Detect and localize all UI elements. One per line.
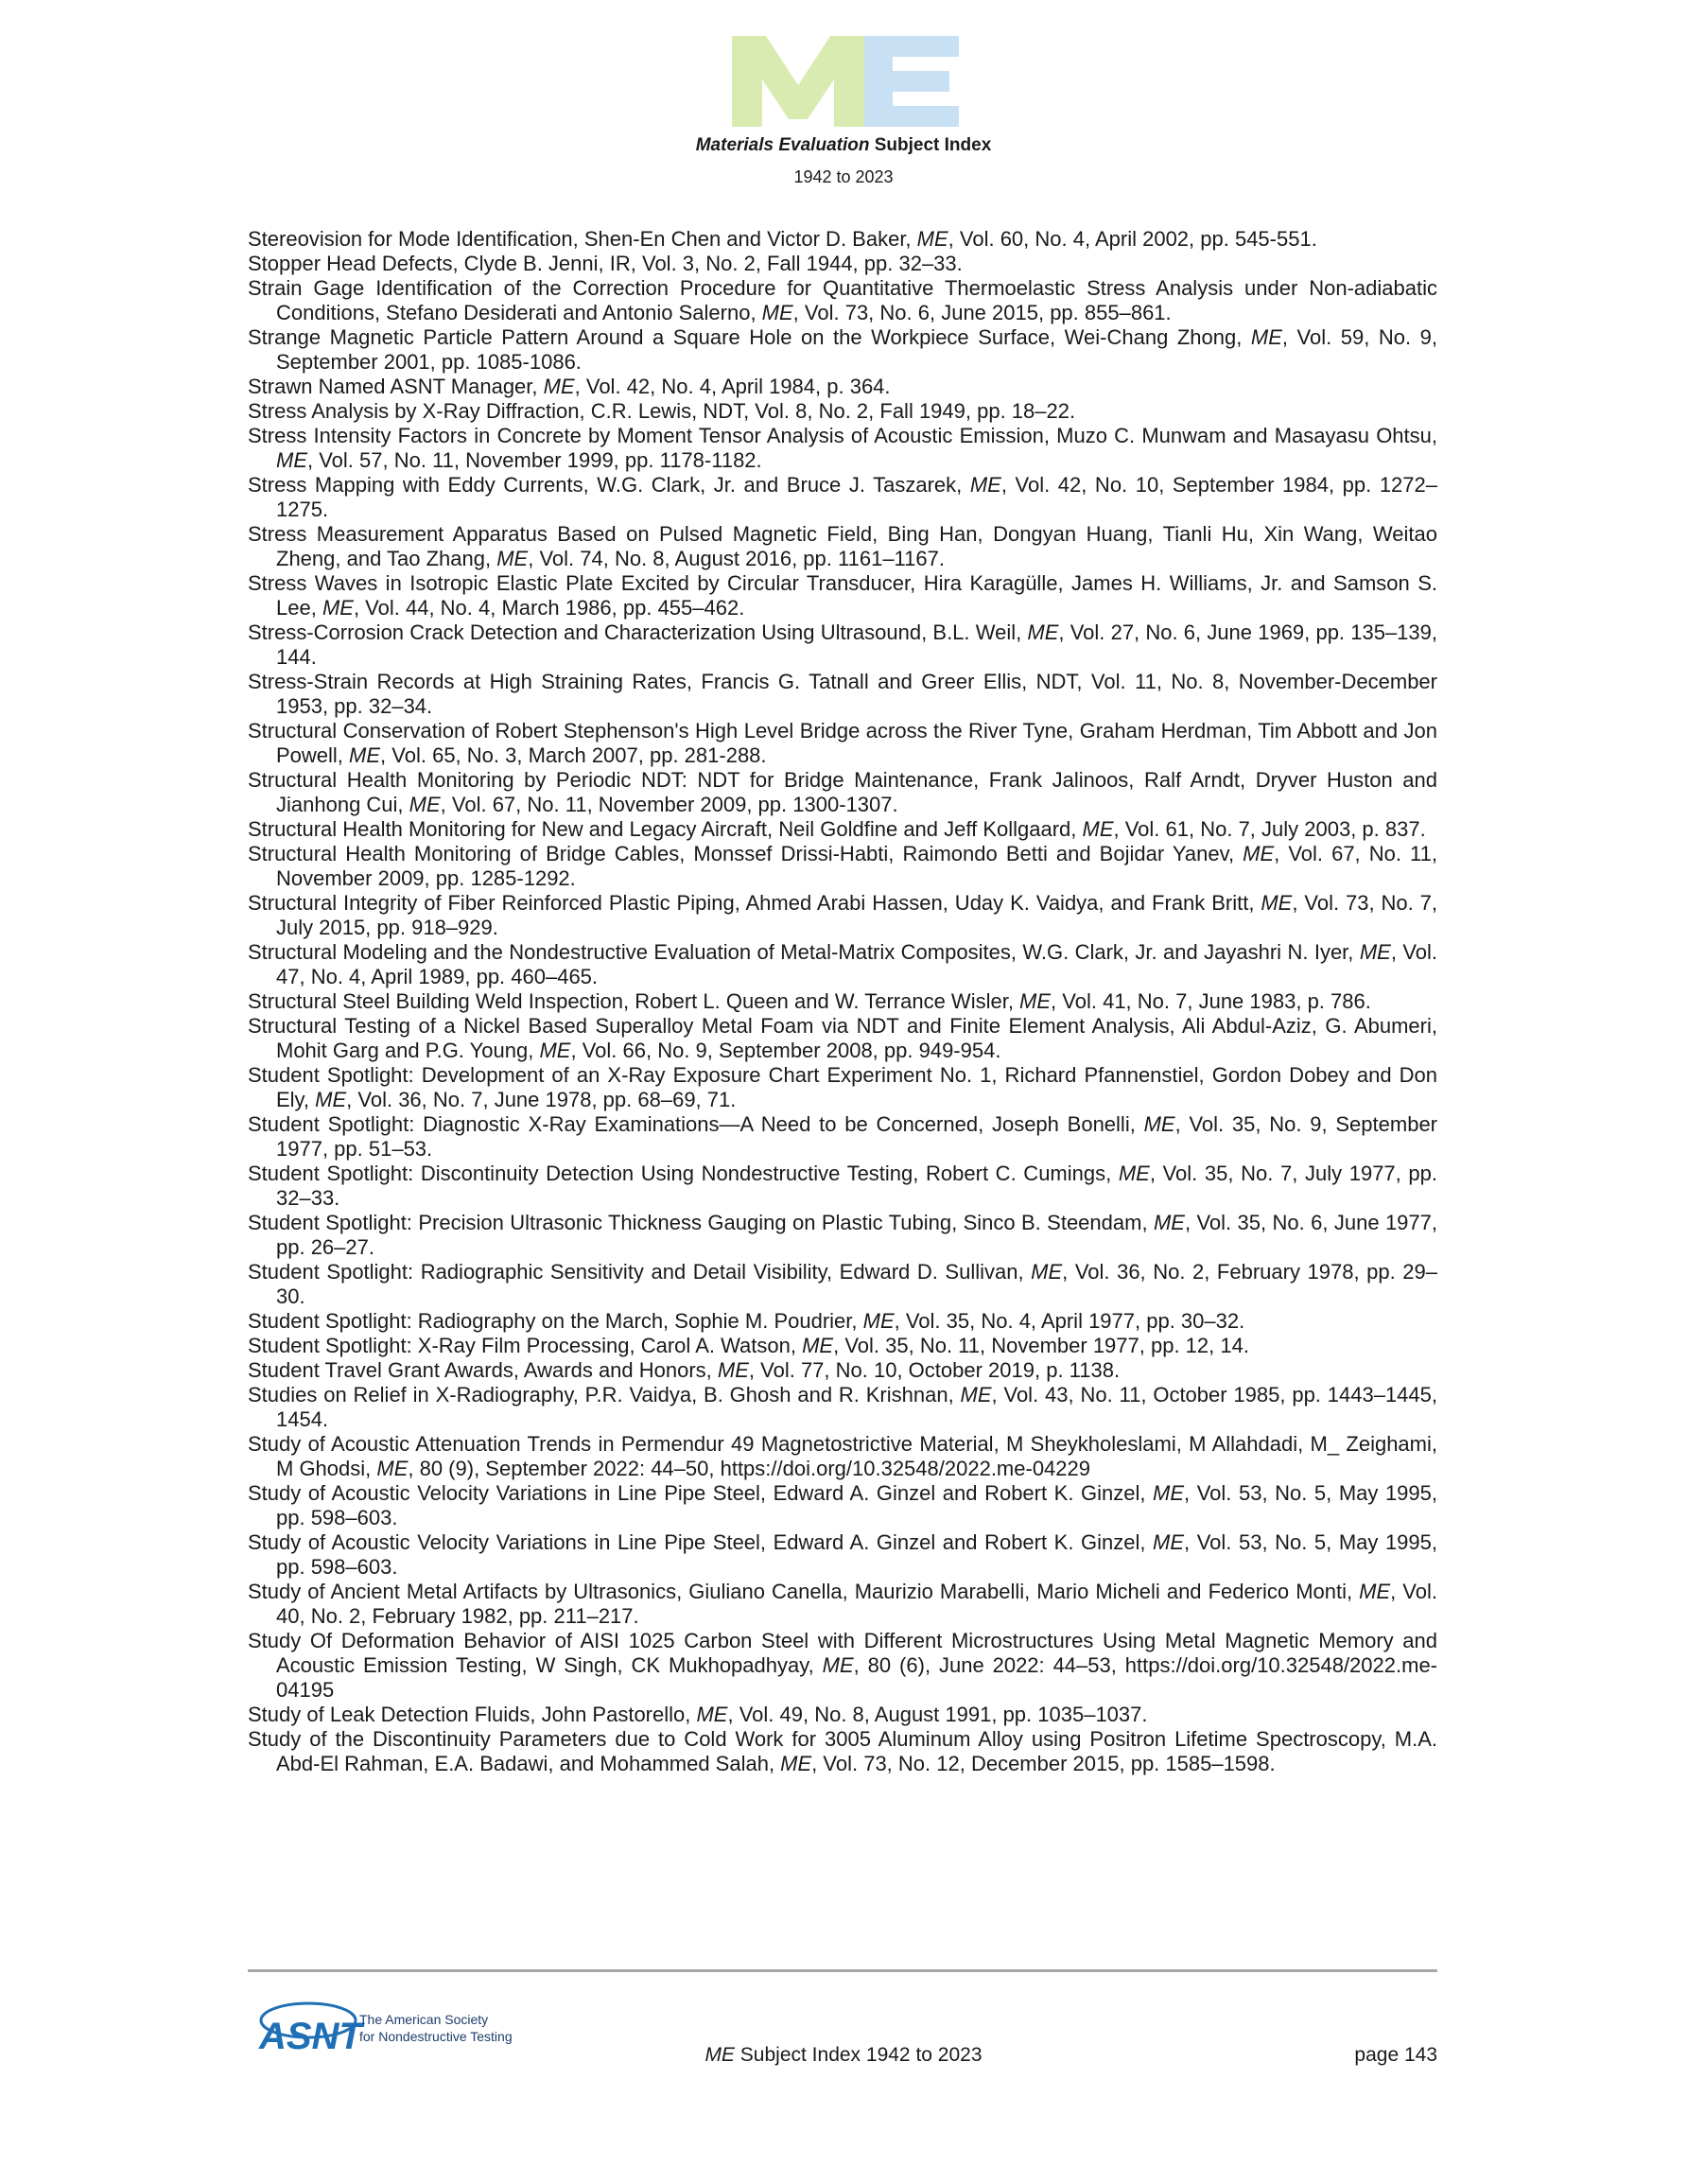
index-entry: Strawn Named ASNT Manager, ME, Vol. 42, No. 4, April 1984, p. 364.: [248, 375, 891, 398]
journal-abbrev: ME: [1027, 620, 1059, 644]
journal-abbrev: ME: [1082, 817, 1114, 841]
index-entry: Study of Acoustic Velocity Variations in Line Pipe Steel, Edward A. Ginzel and Robert K. Ginzel, ME, Vol. 53, No. 5, May 1995, pp. 598–603.: [248, 1530, 1437, 1579]
index-entry: Stress Measurement Apparatus Based on Pulsed Magnetic Field, Bing Han, Dongyan Huang, Tianli Hu, Xin Wang, Weitao Zheng, and Tao Zhang, ME, Vol. 74, No. 8, August 2016, pp. 1161–1167.: [248, 522, 1437, 570]
journal-abbrev: ME: [349, 743, 381, 767]
journal-abbrev: ME: [539, 1039, 571, 1062]
logo-e-shape: [864, 36, 959, 127]
index-entry: Stress-Strain Records at High Straining Rates, Francis G. Tatnall and Greer Ellis, NDT, Vol. 11, No. 8, November-December 1953, pp. 32–34.: [248, 670, 1437, 718]
index-entry: Stress Intensity Factors in Concrete by Moment Tensor Analysis of Acoustic Emission, Muzo C. Munwam and Masayasu Ohtsu, ME, Vol. 57, No. 11, November 1999, pp. 1178-1182.: [248, 424, 1437, 472]
journal-abbrev: ME: [315, 1088, 347, 1111]
index-entry: Structural Testing of a Nickel Based Superalloy Metal Foam via NDT and Finite Element Analysis, Ali Abdul-Aziz, G. Abumeri, Mohit Garg and P.G. Young, ME, Vol. 66, No. 9, September 2008, pp. 949-954.: [248, 1014, 1437, 1062]
index-entry: Student Spotlight: Precision Ultrasonic Thickness Gauging on Plastic Tubing, Sinco B. Steendam, ME, Vol. 35, No. 6, June 1977, pp. 26–27.: [248, 1211, 1437, 1259]
journal-abbrev: ME: [543, 375, 575, 398]
index-entry: Structural Health Monitoring for New and Legacy Aircraft, Neil Goldfine and Jeff Kollgaard, ME, Vol. 61, No. 7, July 2003, p. 837.: [248, 817, 1426, 841]
index-entry: Stress Analysis by X-Ray Diffraction, C.R. Lewis, NDT, Vol. 8, No. 2, Fall 1949, pp. 18–22.: [248, 399, 1076, 423]
journal-abbrev: ME: [1359, 940, 1391, 964]
journal-abbrev: ME: [780, 1752, 812, 1775]
index-entry: Student Spotlight: Discontinuity Detection Using Nondestructive Testing, Robert C. Cumings, ME, Vol. 35, No. 7, July 1977, pp. 32–33.: [248, 1162, 1437, 1210]
journal-abbrev: ME: [1250, 325, 1282, 349]
index-entry: Student Spotlight: Radiography on the March, Sophie M. Poudrier, ME, Vol. 35, No. 4, April 1977, pp. 30–32.: [248, 1309, 1245, 1333]
index-entry: Structural Steel Building Weld Inspection, Robert L. Queen and W. Terrance Wisler, ME, Vol. 41, No. 7, June 1983, p. 786.: [248, 989, 1371, 1013]
index-entry: Studies on Relief in X-Radiography, P.R. Vaidya, B. Ghosh and R. Krishnan, ME, Vol. 43, No. 11, October 1985, pp. 1443–1445, 1454.: [248, 1383, 1437, 1431]
me-logo: [732, 36, 959, 127]
footer-divider: [248, 1969, 1437, 1972]
index-entry: Student Spotlight: Radiographic Sensitivity and Detail Visibility, Edward D. Sullivan, ME, Vol. 36, No. 2, February 1978, pp. 29–30.: [248, 1260, 1438, 1308]
journal-abbrev: ME: [1143, 1112, 1175, 1136]
index-entry: Strange Magnetic Particle Pattern Around a Square Hole on the Workpiece Surface, Wei-Chang Zhong, ME, Vol. 59, No. 9, September 2001, pp. 1085-1086.: [248, 325, 1437, 374]
journal-abbrev: ME: [761, 301, 793, 324]
journal-abbrev: ME: [969, 473, 1001, 497]
journal-abbrev: ME: [802, 1334, 834, 1357]
asnt-logo-name-line1: The American Society: [359, 2012, 489, 2027]
document-title: [0, 134, 1687, 157]
index-entry: Structural Conservation of Robert Stephenson's High Level Bridge across the River Tyne, Graham Herdman, Tim Abbott and Jon Powell, ME, Vol. 65, No. 3, March 2007, pp. 281-288.: [248, 719, 1437, 767]
journal-abbrev: ME: [409, 793, 441, 816]
index-entry: Study of Acoustic Attenuation Trends in Permendur 49 Magnetostrictive Material, M Sheykholeslami, M Allahdadi, M_ Zeighami, M Ghodsi, ME, 80 (9), September 2022: 44–50, https://doi.org/10.32548/2022.me-04229: [248, 1432, 1437, 1480]
index-entry: Student Travel Grant Awards, Awards and Honors, ME, Vol. 77, No. 10, October 2019, p. 1138.: [248, 1358, 1121, 1382]
index-entry: Study of Leak Detection Fluids, John Pastorello, ME, Vol. 49, No. 8, August 1991, pp. 1035–1037.: [248, 1703, 1148, 1726]
index-entry: Structural Health Monitoring of Bridge Cables, Monssef Drissi-Habti, Raimondo Betti and Bojidar Yanev, ME, Vol. 67, No. 11, November 2009, pp. 1285-1292.: [248, 842, 1437, 890]
journal-abbrev: ME: [1031, 1260, 1063, 1284]
index-entry: Student Spotlight: Development of an X-Ray Exposure Chart Experiment No. 1, Richard Pfannenstiel, Gordon Dobey and Don Ely, ME, Vol. 36, No. 7, June 1978, pp. 68–69, 71.: [248, 1063, 1437, 1111]
journal-abbrev: ME: [322, 596, 354, 620]
journal-abbrev: ME: [1153, 1530, 1185, 1554]
journal-abbrev: ME: [696, 1703, 728, 1726]
index-entry: Study of the Discontinuity Parameters due to Cold Work for 3005 Aluminum Alloy using Positron Lifetime Spectroscopy, M.A. Abd-El Rahman, E.A. Badawi, and Mohammed Salah, ME, Vol. 73, No. 12, December 2015, pp. 1585–1598.: [248, 1727, 1437, 1775]
index-entry: Student Spotlight: X-Ray Film Processing, Carol A. Watson, ME, Vol. 35, No. 11, November 1977, pp. 12, 14.: [248, 1334, 1249, 1357]
page-number: page 143: [1354, 2044, 1437, 2066]
title-journal: Materials Evaluation: [695, 135, 870, 155]
index-entry: Study Of Deformation Behavior of AISI 1025 Carbon Steel with Different Microstructures Using Metal Magnetic Memory and Acoustic Emission Testing, W Singh, CK Mukhopadhyay, ME, 80 (6), June 2022: 44–53, https://doi.org/10.32548/2022.me-04195: [248, 1629, 1438, 1702]
footer-title-rest: Subject Index 1942 to 2023: [734, 2044, 983, 2066]
footer-title-italic: ME: [704, 2044, 735, 2066]
index-entries: [248, 227, 1437, 1776]
journal-abbrev: ME: [717, 1358, 749, 1382]
journal-abbrev: ME: [1153, 1481, 1185, 1505]
title-rest: Subject Index: [869, 135, 992, 155]
journal-abbrev: ME: [1153, 1211, 1185, 1234]
index-entry: Stress Mapping with Eddy Currents, W.G. Clark, Jr. and Bruce J. Taszarek, ME, Vol. 42, No. 10, September 1984, pp. 1272–1275.: [248, 473, 1437, 521]
index-entry: Stress-Corrosion Crack Detection and Characterization Using Ultrasound, B.L. Weil, ME, Vol. 27, No. 6, June 1969, pp. 135–139, 144.: [248, 620, 1437, 669]
logo-m-shape: [732, 36, 864, 127]
index-entry: Stopper Head Defects, Clyde B. Jenni, IR, Vol. 3, No. 2, Fall 1944, pp. 32–33.: [248, 252, 963, 275]
index-entry: Stereovision for Mode Identification, Shen-En Chen and Victor D. Baker, ME, Vol. 60, No. 4, April 2002, pp. 545-551.: [248, 227, 1317, 251]
journal-abbrev: ME: [1243, 842, 1275, 865]
journal-abbrev: ME: [376, 1457, 409, 1480]
index-entry: Strain Gage Identification of the Correction Procedure for Quantitative Thermoelastic Stress Analysis under Non-adiabatic Conditions, Stefano Desiderati and Antonio Salerno, ME, Vol. 73, No. 6, June 2015, pp. 855–861.: [248, 276, 1437, 324]
index-entry: Stress Waves in Isotropic Elastic Plate Excited by Circular Transducer, Hira Karagülle, James H. Williams, Jr. and Samson S. Lee, ME, Vol. 44, No. 4, March 1986, pp. 455–462.: [248, 571, 1437, 620]
journal-abbrev: ME: [1359, 1580, 1391, 1603]
asnt-logo-name-line2: for Nondestructive Testing: [359, 2029, 513, 2044]
index-entry: Student Spotlight: Diagnostic X-Ray Examinations—A Need to be Concerned, Joseph Bonelli, ME, Vol. 35, No. 9, September 1977, pp. 51–53.: [248, 1112, 1438, 1161]
index-entry: Structural Integrity of Fiber Reinforced Plastic Piping, Ahmed Arabi Hassen, Uday K. Vaidya, and Frank Britt, ME, Vol. 73, No. 7, July 2015, pp. 918–929.: [248, 891, 1437, 939]
journal-abbrev: ME: [496, 547, 529, 570]
journal-abbrev: ME: [916, 227, 948, 251]
journal-abbrev: ME: [862, 1309, 895, 1333]
index-entry: Structural Health Monitoring by Periodic NDT: NDT for Bridge Maintenance, Frank Jalinoos, Ralf Arndt, Dryver Huston and Jianhong Cui, ME, Vol. 67, No. 11, November 2009, pp. 1300-1307.: [248, 768, 1437, 816]
journal-abbrev: ME: [960, 1383, 992, 1406]
journal-abbrev: ME: [1019, 989, 1052, 1013]
journal-abbrev: ME: [1261, 891, 1293, 915]
index-entry: Study of Acoustic Velocity Variations in Line Pipe Steel, Edward A. Ginzel and Robert K. Ginzel, ME, Vol. 53, No. 5, May 1995, pp. 598–603.: [248, 1481, 1437, 1529]
index-entry: Structural Modeling and the Nondestructive Evaluation of Metal-Matrix Composites, W.G. Clark, Jr. and Jayashri N. Iyer, ME, Vol. 47, No. 4, April 1989, pp. 460–465.: [248, 940, 1438, 988]
journal-abbrev: ME: [276, 448, 307, 472]
journal-abbrev: ME: [822, 1653, 854, 1677]
asnt-logo-letters: ASNT: [259, 2016, 362, 2057]
journal-abbrev: ME: [1118, 1162, 1150, 1185]
index-entry: Study of Ancient Metal Artifacts by Ultrasonics, Giuliano Canella, Maurizio Marabelli, Mario Micheli and Federico Monti, ME, Vol. 40, No. 2, February 1982, pp. 211–217.: [248, 1580, 1437, 1628]
document-years: 1942 to 2023: [793, 167, 894, 186]
